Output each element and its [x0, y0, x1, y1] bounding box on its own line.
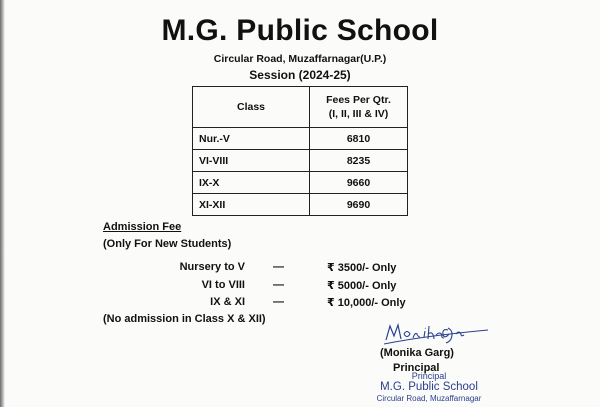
admission-dash: —	[273, 261, 284, 273]
admission-amount: ₹ 3500/- Only	[327, 262, 397, 274]
fee-cell: 9660	[310, 172, 408, 194]
school-stamp	[374, 371, 484, 404]
admission-class-label: VI to VIII	[201, 279, 245, 291]
admission-note: (Only For New Students)	[103, 238, 232, 250]
admission-dash: —	[273, 279, 284, 291]
fees-table-header	[193, 87, 408, 128]
admission-dash: —	[273, 296, 284, 308]
fees-table	[192, 86, 408, 216]
class-cell: IX-X	[193, 172, 310, 194]
school-title: M.G. Public School	[161, 14, 439, 47]
school-address: Circular Road, Muzaffarnagar(U.P.)	[213, 53, 387, 65]
table-row	[193, 194, 408, 216]
stamp-line-address: Circular Road, Muzaffarnagar	[376, 394, 482, 403]
stamp-line-role: Principal	[411, 371, 447, 381]
col-fees-header-line1: Fees Per Qtr.	[326, 94, 391, 106]
table-row	[193, 150, 408, 172]
admission-class-label: Nursery to V	[179, 261, 245, 273]
class-cell: VI-VIII	[193, 150, 310, 172]
session-label: Session (2024-25)	[249, 68, 351, 82]
signer-role: Principal	[393, 362, 440, 374]
fee-cell: 9690	[310, 194, 408, 216]
stamp-line-school: M.G. Public School	[380, 381, 478, 393]
class-cell: Nur.-V	[193, 128, 310, 150]
table-row	[193, 172, 408, 194]
col-fees-header-line2: (I, II, III & IV)	[328, 108, 389, 120]
fee-cell: 6810	[310, 128, 408, 150]
admission-class-label: IX & XI	[210, 296, 245, 308]
fee-cell: 8235	[310, 150, 408, 172]
admission-amount: ₹ 10,000/- Only	[327, 297, 406, 309]
admission-heading: Admission Fee	[103, 221, 182, 233]
col-fees-header	[310, 87, 408, 128]
table-row	[193, 128, 408, 150]
handwritten-signature	[378, 318, 493, 348]
admission-amount: ₹ 5000/- Only	[327, 280, 397, 292]
admission-footnote: (No admission in Class X & XII)	[103, 313, 266, 325]
class-cell: XI-XII	[193, 194, 310, 216]
col-class-header: Class	[193, 87, 310, 128]
signer-name: (Monika Garg)	[380, 347, 454, 359]
